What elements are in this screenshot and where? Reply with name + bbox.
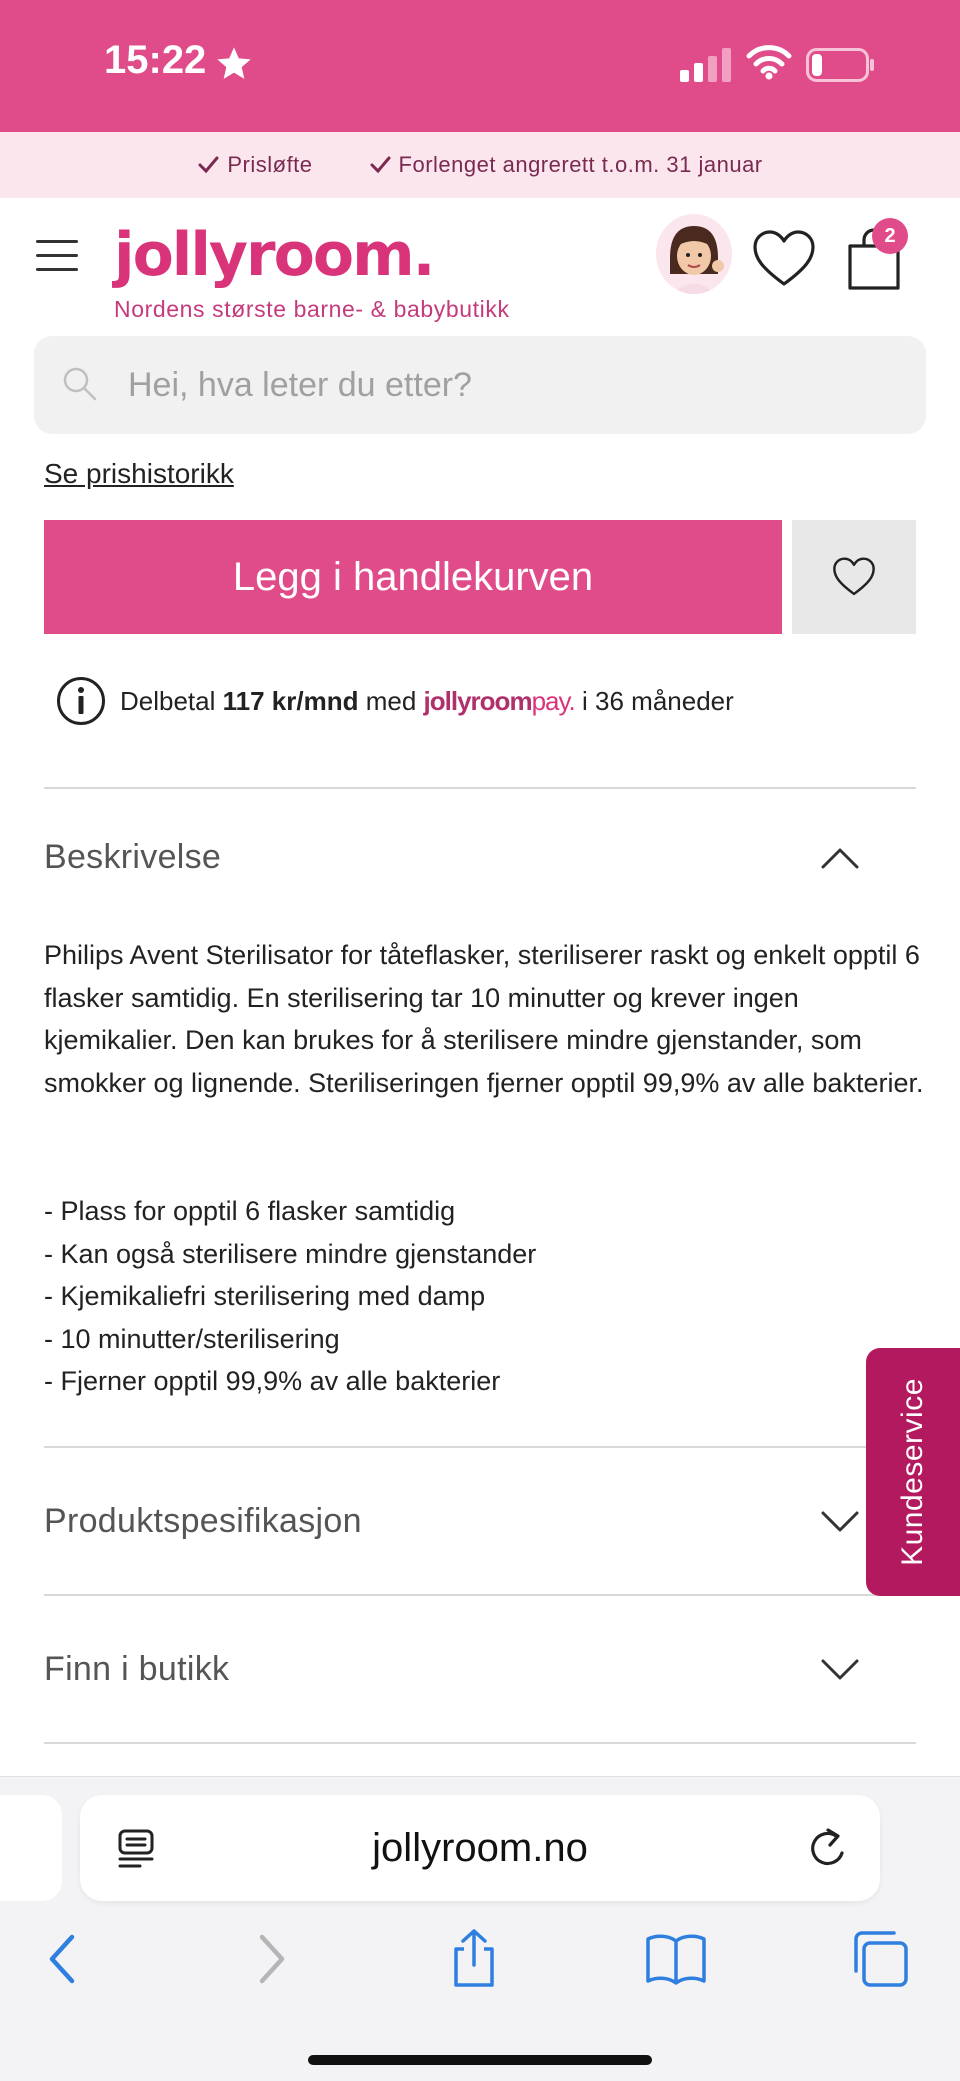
description-text: Philips Avent Sterilisator for tåteflasker, steriliserer raskt og enkelt opptil 6 flasker samtidig. En sterilisering tar 10 minutter og krever ingen kjemikalier. Den kan brukes for å sterilisere mindre gjenstander, som smokker og lignende. Steriliseringen fjerner opptil 99,9% av alle bakterier. (44, 940, 924, 1098)
chevron-up-icon (820, 846, 860, 870)
chevron-down-icon (820, 1658, 860, 1682)
cart-count-badge: 2 (872, 218, 908, 254)
description-title: Beskrivelse (44, 838, 222, 876)
check-icon (197, 154, 219, 176)
jollyroom-pay-logo: jollyroompay. (423, 685, 575, 716)
installment-suffix: i 36 måneder (582, 685, 734, 716)
installment-text (120, 686, 734, 717)
search-bar (34, 336, 926, 434)
wifi-icon (746, 44, 792, 80)
list-item: - Plass for opptil 6 flasker samtidig (44, 1196, 456, 1226)
browser-nav (0, 1927, 960, 2007)
search-input[interactable] (128, 336, 888, 434)
store-header[interactable] (44, 1650, 916, 1689)
cellular-signal-icon (680, 48, 732, 82)
divider (44, 1446, 916, 1448)
menu-icon[interactable] (36, 240, 78, 274)
status-bar (0, 0, 960, 132)
spec-title: Produktspesifikasjon (44, 1502, 362, 1540)
list-item: - Fjerner opptil 99,9% av alle bakterier (44, 1366, 501, 1396)
forward-icon[interactable] (238, 1927, 302, 1991)
back-icon[interactable] (32, 1927, 96, 1991)
installment-amount: 117 kr/mnd (222, 685, 359, 716)
spec-header[interactable] (44, 1502, 916, 1541)
tabs-icon[interactable] (848, 1927, 912, 1991)
customer-service-tab[interactable] (866, 1348, 960, 1596)
home-indicator (308, 2055, 652, 2065)
add-to-favorites-button[interactable] (792, 520, 916, 634)
check-icon (369, 154, 391, 176)
installment-info[interactable] (56, 676, 734, 726)
browser-toolbar (0, 1776, 960, 2081)
favorites-heart-icon[interactable] (752, 228, 816, 290)
promo-text: Prisløfte (227, 152, 313, 177)
list-item: - Kan også sterilisere mindre gjenstander (44, 1238, 537, 1269)
site-header (0, 198, 960, 338)
avatar[interactable] (656, 214, 732, 294)
store-title: Finn i butikk (44, 1650, 230, 1688)
site-tagline: Nordens største barne- & babybutikk (114, 296, 510, 322)
description-header[interactable] (44, 838, 916, 877)
url-text: jollyroom.no (372, 1825, 588, 1870)
installment-med: med (365, 685, 417, 716)
divider (44, 1742, 916, 1744)
heart-icon (831, 556, 877, 598)
divider (44, 787, 916, 789)
bookmarks-icon[interactable] (644, 1927, 708, 1991)
reload-icon[interactable] (806, 1825, 850, 1871)
add-to-cart-button[interactable]: Legg i handlekurven (44, 520, 782, 634)
status-time: 15:22 (104, 38, 207, 82)
promo-item (197, 152, 312, 178)
star-icon (214, 44, 254, 84)
search-icon (62, 366, 98, 402)
promo-item (369, 152, 763, 178)
installment-prefix: Delbetal (120, 685, 216, 716)
price-history-link[interactable]: Se prishistorikk (44, 458, 234, 489)
feature-list (44, 1190, 904, 1403)
promo-text: Forlenget angrerett t.o.m. 31 januar (398, 152, 763, 177)
list-item: - Kjemikaliefri sterilisering med damp (44, 1281, 486, 1311)
site-logo[interactable]: jollyroom. (114, 220, 434, 290)
battery-icon (806, 48, 876, 82)
divider (44, 1594, 916, 1596)
previous-tab[interactable] (0, 1795, 62, 1901)
list-item: - 10 minutter/sterilisering (44, 1323, 340, 1354)
customer-service-label: Kundeservice (896, 1378, 929, 1566)
share-icon[interactable] (442, 1927, 506, 1991)
info-icon (56, 676, 106, 726)
chevron-down-icon (820, 1510, 860, 1534)
address-bar[interactable] (80, 1795, 880, 1901)
promo-strip (0, 132, 960, 198)
